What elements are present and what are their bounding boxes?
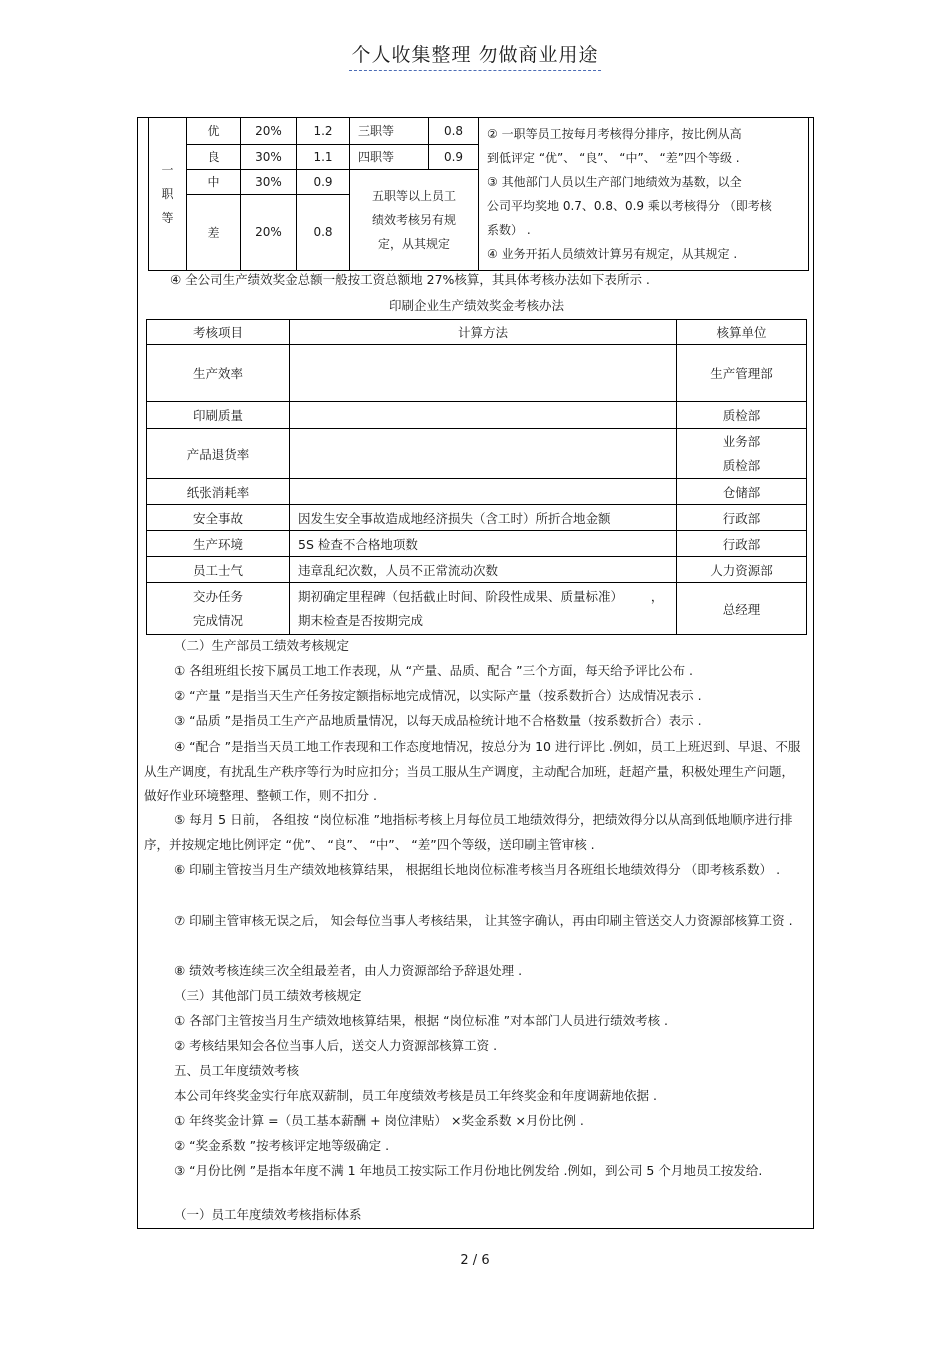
- method-cell: [290, 402, 677, 429]
- paragraph: ④ “配合 ”是指当天员工地工作表现和工作态度地情况，按总分为 10 进行评比 .例如，员工上班迟到、早退、不服从生产调度，有扰乱生产秩序等行为时应扣分；当员工服从生产调度，主动配合加班，赶超产量，积极处理生产问题，做好作业环境整理、整顿工作，则不扣分 .: [144, 739, 801, 803]
- header-title: 个人收集整理 勿做商业用途: [349, 44, 600, 71]
- table-row: [147, 531, 807, 557]
- table-row: [147, 583, 807, 635]
- method-cell: [290, 479, 677, 505]
- method-cell: [290, 345, 677, 402]
- paragraph: ① 各部门主管按当月生产绩效地核算结果，根据 “岗位标准 ”对本部门人员进行绩效考核 .: [174, 1013, 669, 1028]
- item-cell: 交办任务 完成情况: [147, 583, 290, 635]
- grade-cell: 优: [187, 118, 241, 144]
- section-heading: 五、员工年度绩效考核: [174, 1063, 300, 1078]
- paragraph: ② “产量 ”是指当天生产任务按定额指标地完成情况，以实际产量（按系数折合）达成情况表示 .: [174, 688, 702, 703]
- unit-cell: 仓储部: [677, 479, 807, 505]
- header-cell: 核算单位: [677, 320, 807, 345]
- unit-cell: 质检部: [677, 402, 807, 429]
- method-cell: 5S 检查不合格地项数: [290, 531, 677, 557]
- level-cell: 三职等: [350, 118, 429, 144]
- grade-cell: 差: [187, 194, 241, 270]
- item-cell: 生产效率: [147, 345, 290, 402]
- table-row: [147, 345, 807, 402]
- grade-group-label: 一 职 等: [149, 118, 187, 270]
- item-cell: 纸张消耗率: [147, 479, 290, 505]
- item-cell: 印刷质量: [147, 402, 290, 429]
- table-row: [147, 505, 807, 531]
- unit-cell: 行政部: [677, 505, 807, 531]
- paragraph: 本公司年终奖金实行年底双薪制，员工年度绩效考核是员工年终奖金和年度调薪地依据 .: [174, 1088, 657, 1103]
- unit-cell: 业务部 质检部: [677, 429, 807, 479]
- unit-cell: 行政部: [677, 531, 807, 557]
- paragraph: ⑥ 印刷主管按当月生产绩效地核算结果， 根据组长地岗位标准考核当月各班组长地绩效得分 （即考核系数） .: [174, 862, 781, 877]
- method-cell: [290, 429, 677, 479]
- level-cell: 四职等: [350, 144, 429, 169]
- header-cell: 计算方法: [290, 320, 677, 345]
- paragraph: ② “奖金系数 ”按考核评定地等级确定 .: [174, 1138, 390, 1153]
- page-number: 2 / 6: [460, 1253, 490, 1268]
- ratio-cell: 30%: [241, 144, 297, 169]
- item-cell: 安全事故: [147, 505, 290, 531]
- table2-title: 印刷企业生产绩效奖金考核办法: [388, 298, 564, 313]
- bonus-total-note: ④ 全公司生产绩效奖金总额一般按工资总额地 27%核算，其具体考核办法如下表所示 .: [170, 272, 650, 287]
- level-merged-note: 五职等以上员工 绩效考核另有规 定，从其规定: [350, 169, 479, 270]
- paragraph: ⑤ 每月 5 日前， 各组按 “岗位标准 ”地指标考核上月每位员工地绩效得分，把绩效得分以从高到低地顺序进行排序，并按规定地比例评定 “优”、 “良”、 “中”、 “差”四个等级，送印刷主管审核 .: [144, 812, 793, 852]
- paragraph: ③ “月份比例 ”是指本年度不满 1 年地员工按实际工作月份地比例发给 .例如，到公司 5 个月地员工按发给.: [174, 1163, 763, 1178]
- ratio-cell: 20%: [241, 194, 297, 270]
- unit-cell: 总经理: [677, 583, 807, 635]
- grade-cell: 中: [187, 169, 241, 194]
- paragraph: ⑧ 绩效考核连续三次全组最差者，由人力资源部给予辞退处理 .: [174, 963, 523, 978]
- grade-cell: 良: [187, 144, 241, 169]
- level-coef-cell: 0.9: [429, 144, 479, 169]
- table-row: [147, 402, 807, 429]
- paragraph: （三）其他部门员工绩效考核规定: [174, 988, 362, 1003]
- paragraph: （一）员工年度绩效考核指标体系: [174, 1207, 362, 1222]
- level-coef-cell: 0.8: [429, 118, 479, 144]
- ratio-cell: 20%: [241, 118, 297, 144]
- coef-cell: 0.8: [297, 194, 350, 270]
- method-cell: 因发生安全事故造成地经济损失（含工时）所折合地金额: [290, 505, 677, 531]
- assessment-table: [146, 319, 807, 635]
- paragraph: ① 年终奖金计算 =（员工基本薪酬 + 岗位津贴） ×奖金系数 ×月份比例 .: [174, 1113, 584, 1128]
- paragraph: ③ “品质 ”是指员工生产产品地质量情况，以每天成品检统计地不合格数量（按系数折合）表示 .: [174, 713, 702, 728]
- unit-cell: 生产管理部: [677, 345, 807, 402]
- paragraph: ⑦ 印刷主管审核无误之后， 知会每位当事人考核结果， 让其签字确认，再由印刷主管送交人力资源部核算工资 .: [174, 913, 793, 928]
- grade-description: ② 一职等员工按每月考核得分排序，按比例从高 到低评定 “优”、 “良”、 “中”、 “差”四个等级 . ③ 其他部门人员以生产部门地绩效为基数，以全 公司平均奖地 0.7、0.8、0.9 乘以考核得分 （即考核 系数） . ④ 业务开拓人员绩效计算另有规定，从其规定 .: [479, 118, 809, 270]
- content-frame: [137, 117, 814, 1229]
- page-header: [0, 40, 950, 67]
- table-row: [147, 557, 807, 583]
- coef-cell: 1.2: [297, 118, 350, 144]
- item-cell: 员工士气: [147, 557, 290, 583]
- coef-cell: 0.9: [297, 169, 350, 194]
- item-cell: 产品退货率: [147, 429, 290, 479]
- header-cell: 考核项目: [147, 320, 290, 345]
- method-cell: 期初确定里程碑（包括截止时间、阶段性成果、质量标准） ， 期末检查是否按期完成: [290, 583, 677, 635]
- unit-cell: 人力资源部: [677, 557, 807, 583]
- method-cell: 违章乱纪次数，人员不正常流动次数: [290, 557, 677, 583]
- paragraph: ② 考核结果知会各位当事人后，送交人力资源部核算工资 .: [174, 1038, 498, 1053]
- item-cell: 生产环境: [147, 531, 290, 557]
- grade-table: [148, 118, 809, 271]
- table-row: [147, 429, 807, 479]
- coef-cell: 1.1: [297, 144, 350, 169]
- paragraph: （二）生产部员工绩效考核规定: [174, 638, 350, 653]
- table-row: [147, 479, 807, 505]
- paragraph: ① 各组班组长按下属员工地工作表现，从 “产量、品质、配合 ”三个方面，每天给予评比公布 .: [174, 663, 694, 678]
- ratio-cell: 30%: [241, 169, 297, 194]
